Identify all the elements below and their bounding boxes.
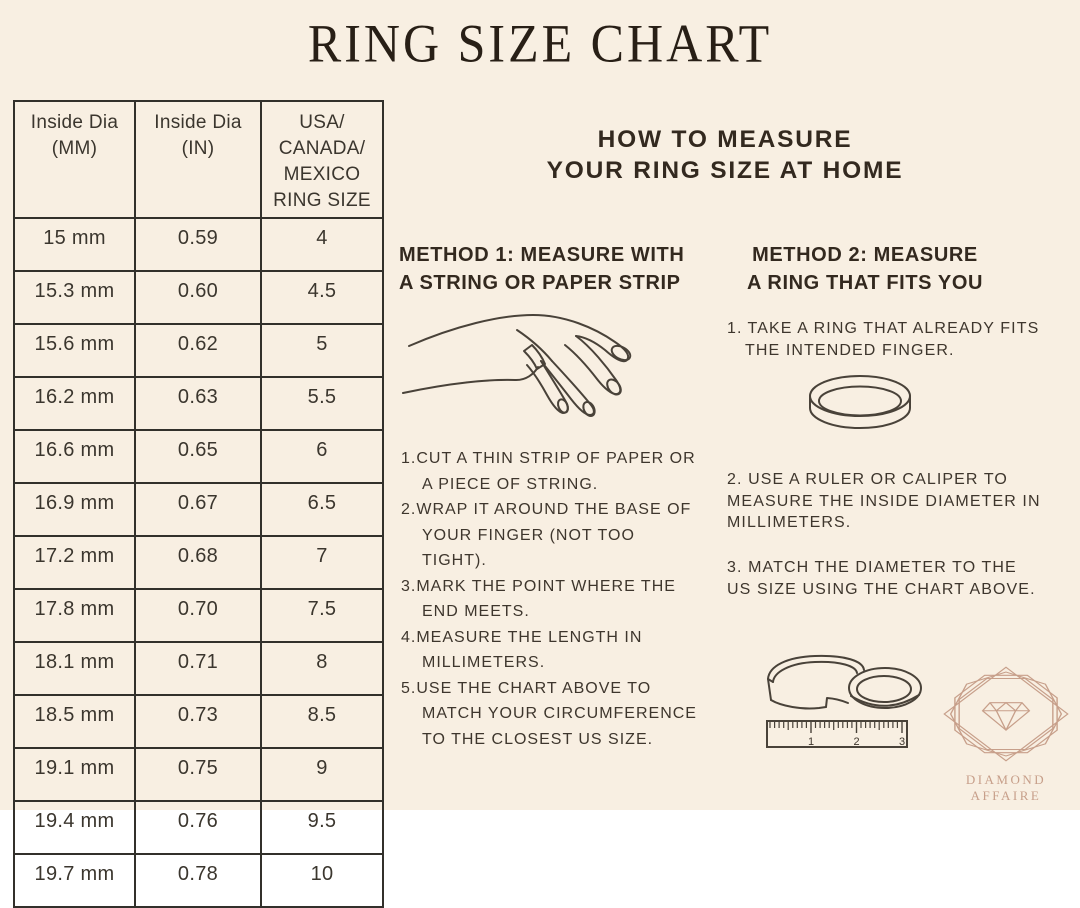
cell-mm: 18.1 mm <box>14 642 135 695</box>
cell-size: 8 <box>261 642 383 695</box>
method1-steps <box>401 446 701 752</box>
cell-size: 9.5 <box>261 801 383 854</box>
cell-in: 0.63 <box>135 377 261 430</box>
cell-mm: 15.3 mm <box>14 271 135 324</box>
page-title: RING SIZE CHART <box>307 13 773 74</box>
cell-in: 0.76 <box>135 801 261 854</box>
cell-in: 0.70 <box>135 589 261 642</box>
cell-size: 9 <box>261 748 383 801</box>
method1-heading: METHOD 1: MEASURE WITH A STRING OR PAPER STRIP <box>399 244 685 294</box>
cell-mm: 16.6 mm <box>14 430 135 483</box>
header-inside-dia-mm: Inside Dia (MM) <box>14 101 135 218</box>
paper-strip-icon <box>757 650 922 715</box>
cell-size: 7.5 <box>261 589 383 642</box>
cell-in: 0.75 <box>135 748 261 801</box>
cell-in: 0.78 <box>135 854 261 907</box>
method1-step-item: 5.USE THE CHART ABOVE TO MATCH YOUR CIRCUMFERENCE TO THE CLOSEST US SIZE. <box>401 679 697 748</box>
cell-mm: 15.6 mm <box>14 324 135 377</box>
table-row <box>14 695 383 748</box>
table-row <box>14 271 383 324</box>
cell-size: 10 <box>261 854 383 907</box>
cell-size: 6.5 <box>261 483 383 536</box>
cell-in: 0.60 <box>135 271 261 324</box>
cell-in: 0.65 <box>135 430 261 483</box>
cell-in: 0.71 <box>135 642 261 695</box>
cell-mm: 19.7 mm <box>14 854 135 907</box>
method2-heading: METHOD 2: MEASURE A RING THAT FITS YOU <box>746 244 984 294</box>
table-row <box>14 536 383 589</box>
howto-heading-line1: HOW TO MEASURE <box>597 126 853 153</box>
hand-with-ring-icon <box>395 296 730 446</box>
ruler-label-3: 3 <box>898 736 906 748</box>
cell-in: 0.62 <box>135 324 261 377</box>
cell-mm: 19.4 mm <box>14 801 135 854</box>
table-row <box>14 377 383 430</box>
cell-mm: 17.2 mm <box>14 536 135 589</box>
cell-size: 4 <box>261 218 383 271</box>
table-row <box>14 324 383 377</box>
cell-in: 0.73 <box>135 695 261 748</box>
cell-size: 7 <box>261 536 383 589</box>
cell-mm: 19.1 mm <box>14 748 135 801</box>
cell-mm: 16.2 mm <box>14 377 135 430</box>
ruler-label-2: 2 <box>853 736 860 748</box>
table-row <box>14 218 383 271</box>
cell-mm: 18.5 mm <box>14 695 135 748</box>
ring-size-table <box>13 100 384 908</box>
table-row <box>14 801 383 854</box>
method1-step-item: 1.CUT A THIN STRIP OF PAPER OR A PIECE OF STRING. <box>401 450 696 493</box>
header-inside-dia-in: Inside Dia (IN) <box>135 101 261 218</box>
header-usa-ring-size: USA/ CANADA/ MEXICO RING SIZE <box>261 101 383 218</box>
cell-in: 0.59 <box>135 218 261 271</box>
method2-step3: 3. MATCH THE DIAMETER TO THE US SIZE USING THE CHART ABOVE. <box>727 559 1036 598</box>
table-row <box>14 748 383 801</box>
diamond-emblem-icon <box>940 664 1072 764</box>
ring-band-icon <box>808 374 912 440</box>
cell-in: 0.68 <box>135 536 261 589</box>
cell-size: 4.5 <box>261 271 383 324</box>
brand-name-line1: DIAMOND <box>965 772 1047 787</box>
cell-mm: 17.8 mm <box>14 589 135 642</box>
cell-size: 5 <box>261 324 383 377</box>
brand-logo <box>940 664 1072 803</box>
cell-mm: 15 mm <box>14 218 135 271</box>
cell-size: 8.5 <box>261 695 383 748</box>
howto-heading <box>420 124 1030 186</box>
brand-name <box>940 772 1072 803</box>
brand-name-line2: AFFAIRE <box>970 787 1042 803</box>
cell-size: 6 <box>261 430 383 483</box>
table-row <box>14 854 383 907</box>
table-row <box>14 589 383 642</box>
cell-in: 0.67 <box>135 483 261 536</box>
method2-step1: 1. TAKE A RING THAT ALREADY FITS THE INTENDED FINGER. <box>727 320 1040 359</box>
table-row <box>14 642 383 695</box>
ruler-label-1: 1 <box>807 736 815 748</box>
method1-step-item: 3.MARK THE POINT WHERE THE END MEETS. <box>401 577 676 620</box>
howto-heading-line2: YOUR RING SIZE AT HOME <box>546 157 904 184</box>
table-row <box>14 430 383 483</box>
cell-mm: 16.9 mm <box>14 483 135 536</box>
method1-step-item: 4.MEASURE THE LENGTH IN MILLIMETERS. <box>401 628 643 671</box>
table-row <box>14 483 383 536</box>
method2-step2: 2. USE A RULER OR CALIPER TO MEASURE THE INSIDE DIAMETER IN MILLIMETERS. <box>727 471 1041 531</box>
table-header-row <box>14 101 383 218</box>
method1-step-item: 2.WRAP IT AROUND THE BASE OF YOUR FINGER (NOT TOO TIGHT). <box>401 501 692 569</box>
cell-size: 5.5 <box>261 377 383 430</box>
ruler-icon <box>766 720 908 748</box>
